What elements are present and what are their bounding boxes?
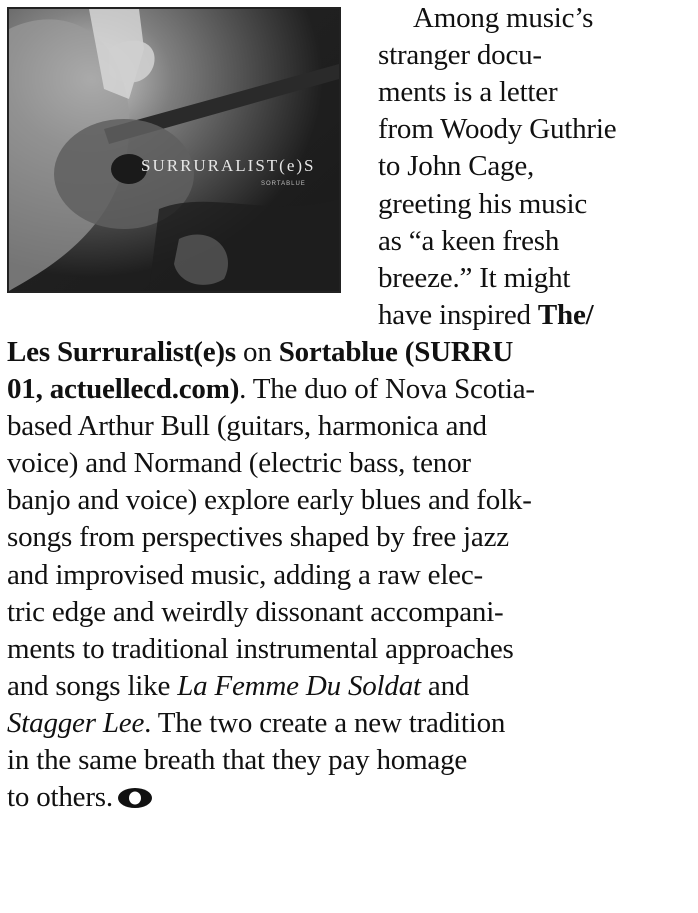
album-cover-subtitle: SORTABLUE [261, 181, 306, 187]
review-text: based Arthur Bull (guitars, harmonica and [7, 410, 487, 443]
review-line [378, 260, 570, 297]
review-text: from Woody Guthrie [378, 113, 617, 146]
review-text: songs from perspectives shaped by free jazz [7, 521, 509, 554]
review-bold-text: 01, actuellecd.com) [7, 373, 240, 405]
review-line [7, 482, 532, 519]
review-line [7, 334, 513, 371]
review-text: in the same breath that they pay homage [7, 744, 468, 776]
review-bold-text: Les Surruralist(e)s [7, 335, 236, 368]
review-line [378, 186, 587, 223]
review-line [7, 705, 505, 742]
review-italic-text: La Femme Du Soldat [177, 669, 421, 702]
review-line [7, 557, 483, 594]
review-text: Among music’s [413, 2, 594, 34]
review-line [7, 631, 514, 668]
review-line [7, 519, 509, 556]
review-text: . The duo of Nova Scotia- [239, 373, 535, 405]
review-line [378, 148, 534, 185]
review-text: stranger docu- [378, 39, 542, 72]
review-line [7, 742, 467, 779]
review-bold-text: The/ [537, 298, 594, 331]
review-text: . The two create a new tradition [144, 706, 506, 739]
review-bold-text: Sortablue (SURRU [278, 335, 514, 368]
review-line [7, 668, 469, 705]
review-line [7, 594, 504, 631]
review-line [7, 445, 471, 482]
review-line [7, 779, 153, 819]
review-line [378, 223, 559, 260]
review-italic-text: Stagger Lee [7, 706, 145, 739]
review-text: to John Cage, [378, 150, 535, 183]
review-text: and improvised music, adding a raw elec- [7, 558, 483, 591]
review-text: and songs like [7, 669, 178, 702]
review-text: to others. [7, 781, 113, 814]
review-text: ments to traditional instrumental approaches [7, 632, 514, 665]
review-text: have inspired [378, 298, 538, 331]
review-line [378, 111, 616, 148]
review-text: and [420, 669, 470, 702]
review-line [378, 297, 593, 334]
review-text: banjo and voice) explore early blues and folk- [7, 484, 532, 517]
album-cover-art [9, 9, 339, 291]
review-line [413, 0, 593, 37]
review-text: voice) and Normand (electric bass, tenor [7, 447, 471, 480]
review-line [378, 74, 557, 111]
review-text: ments is a letter [378, 76, 558, 109]
review-line [7, 371, 535, 408]
review-text: breeze.” It might [378, 261, 571, 294]
review-text: as “a keen fresh [378, 224, 560, 257]
album-cover-image [7, 7, 341, 293]
album-cover-title: SURRURALIST(e)S [141, 156, 316, 175]
review-text: on [235, 335, 279, 368]
end-mark-icon [113, 782, 153, 819]
review-line [378, 37, 542, 74]
review-line [7, 408, 487, 445]
review-text: greeting his music [378, 187, 588, 220]
review-text: tric edge and weirdly dissonant accompani- [7, 595, 504, 628]
